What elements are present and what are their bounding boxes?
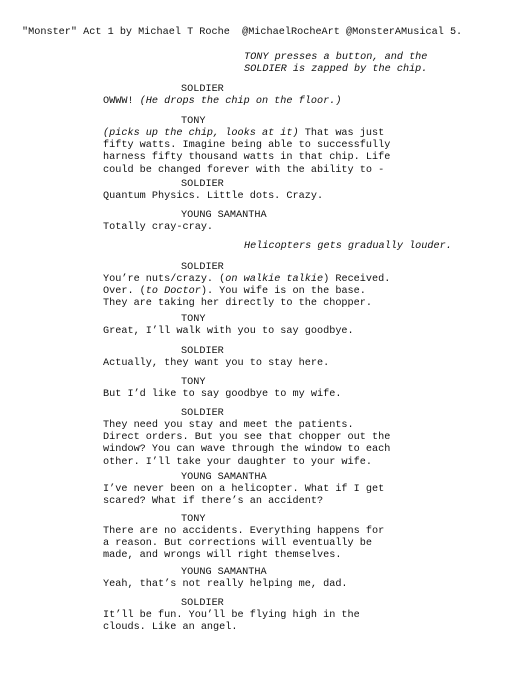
dialogue-line: Direct orders. But you see that chopper out the <box>103 432 391 444</box>
dialogue <box>103 389 341 401</box>
dialogue-line: Totally cray-cray. <box>103 222 214 233</box>
dialogue-line: It’ll be fun. You’ll be flying high in the <box>103 610 360 621</box>
character-name: SOLDIER <box>181 346 224 357</box>
dialogue <box>103 222 213 234</box>
dialogue <box>103 579 348 591</box>
dialogue-line: There are no accidents. Everything happens for <box>103 526 385 537</box>
parenthetical: (picks up the chip, looks at it) <box>103 128 299 139</box>
dialogue <box>103 326 354 338</box>
dialogue-line: scared? What if there’s an accident? <box>103 496 324 508</box>
dialogue-line: fifty watts. Imagine being able to successfully <box>103 140 391 152</box>
character-name: SOLDIER <box>181 179 224 190</box>
character-name: YOUNG SAMANTHA <box>181 472 267 483</box>
stage-direction <box>244 52 427 76</box>
stage-direction: Helicopters gets gradually louder. <box>244 241 452 252</box>
stage-line: SOLDIER is zapped by the chip. <box>244 64 428 76</box>
character-name: SOLDIER <box>181 598 224 609</box>
dialogue <box>103 526 384 563</box>
character-name: TONY <box>181 314 206 325</box>
dialogue <box>103 96 341 108</box>
character-name: TONY <box>181 116 206 127</box>
dialogue-line: Actually, they want you to stay here. <box>103 358 330 369</box>
dialogue-line: OWWW! <box>103 96 140 107</box>
dialogue <box>103 420 390 469</box>
character-name: TONY <box>181 514 206 525</box>
character-name: YOUNG SAMANTHA <box>181 567 267 578</box>
dialogue-line: They are taking her directly to the chopper. <box>103 298 372 310</box>
character-name: TONY <box>181 377 206 388</box>
dialogue-line: Quantum Physics. Little dots. Crazy. <box>103 191 324 202</box>
dialogue-line: But I’d like to say goodbye to my wife. <box>103 389 342 400</box>
dialogue-line: I’ve never been on a helicopter. What if I get <box>103 484 385 495</box>
page-header: "Monster" Act 1 by Michael T Roche @MichaelRocheArt @MonsterAMusical 5. <box>22 27 463 38</box>
dialogue-line: harness fifty thousand watts in that chip. Life <box>103 152 391 164</box>
dialogue <box>103 274 390 311</box>
dialogue-line: could be changed forever with the ability to - <box>103 164 385 176</box>
parenthetical: on walkie talkie <box>225 274 324 285</box>
character-name: SOLDIER <box>181 408 224 419</box>
dialogue-line: Yeah, that’s not really helping me, dad. <box>103 579 348 590</box>
dialogue-line: other. I’ll take your daughter to your wife. <box>103 456 372 468</box>
character-name: SOLDIER <box>181 84 224 95</box>
dialogue-line: Great, I’ll walk with you to say goodbye. <box>103 326 354 337</box>
dialogue <box>103 610 360 634</box>
dialogue-line: ). You wife is on the base. <box>200 286 366 298</box>
dialogue-line: made, and wrongs will right themselves. <box>103 550 342 562</box>
dialogue-line: clouds. Like an angel. <box>103 622 238 634</box>
character-name: SOLDIER <box>181 262 224 273</box>
dialogue-line: That was just <box>298 128 385 139</box>
dialogue-line: ) Received. <box>323 274 391 285</box>
stage-line: TONY presses a button, and the <box>244 52 428 63</box>
dialogue-line: a reason. But corrections will eventually be <box>103 538 372 550</box>
dialogue <box>103 191 323 203</box>
dialogue <box>103 128 390 177</box>
parenthetical: to Doctor <box>145 286 201 298</box>
dialogue <box>103 484 384 508</box>
dialogue-line: You’re nuts/crazy. ( <box>103 274 226 285</box>
dialogue-line: They need you stay and meet the patients. <box>103 420 354 431</box>
parenthetical: (He drops the chip on the floor.) <box>139 96 342 107</box>
dialogue-line: Over. ( <box>103 286 146 298</box>
dialogue-line: window? You can wave through the window to each <box>103 444 391 456</box>
character-name: YOUNG SAMANTHA <box>181 210 267 221</box>
dialogue <box>103 358 329 370</box>
